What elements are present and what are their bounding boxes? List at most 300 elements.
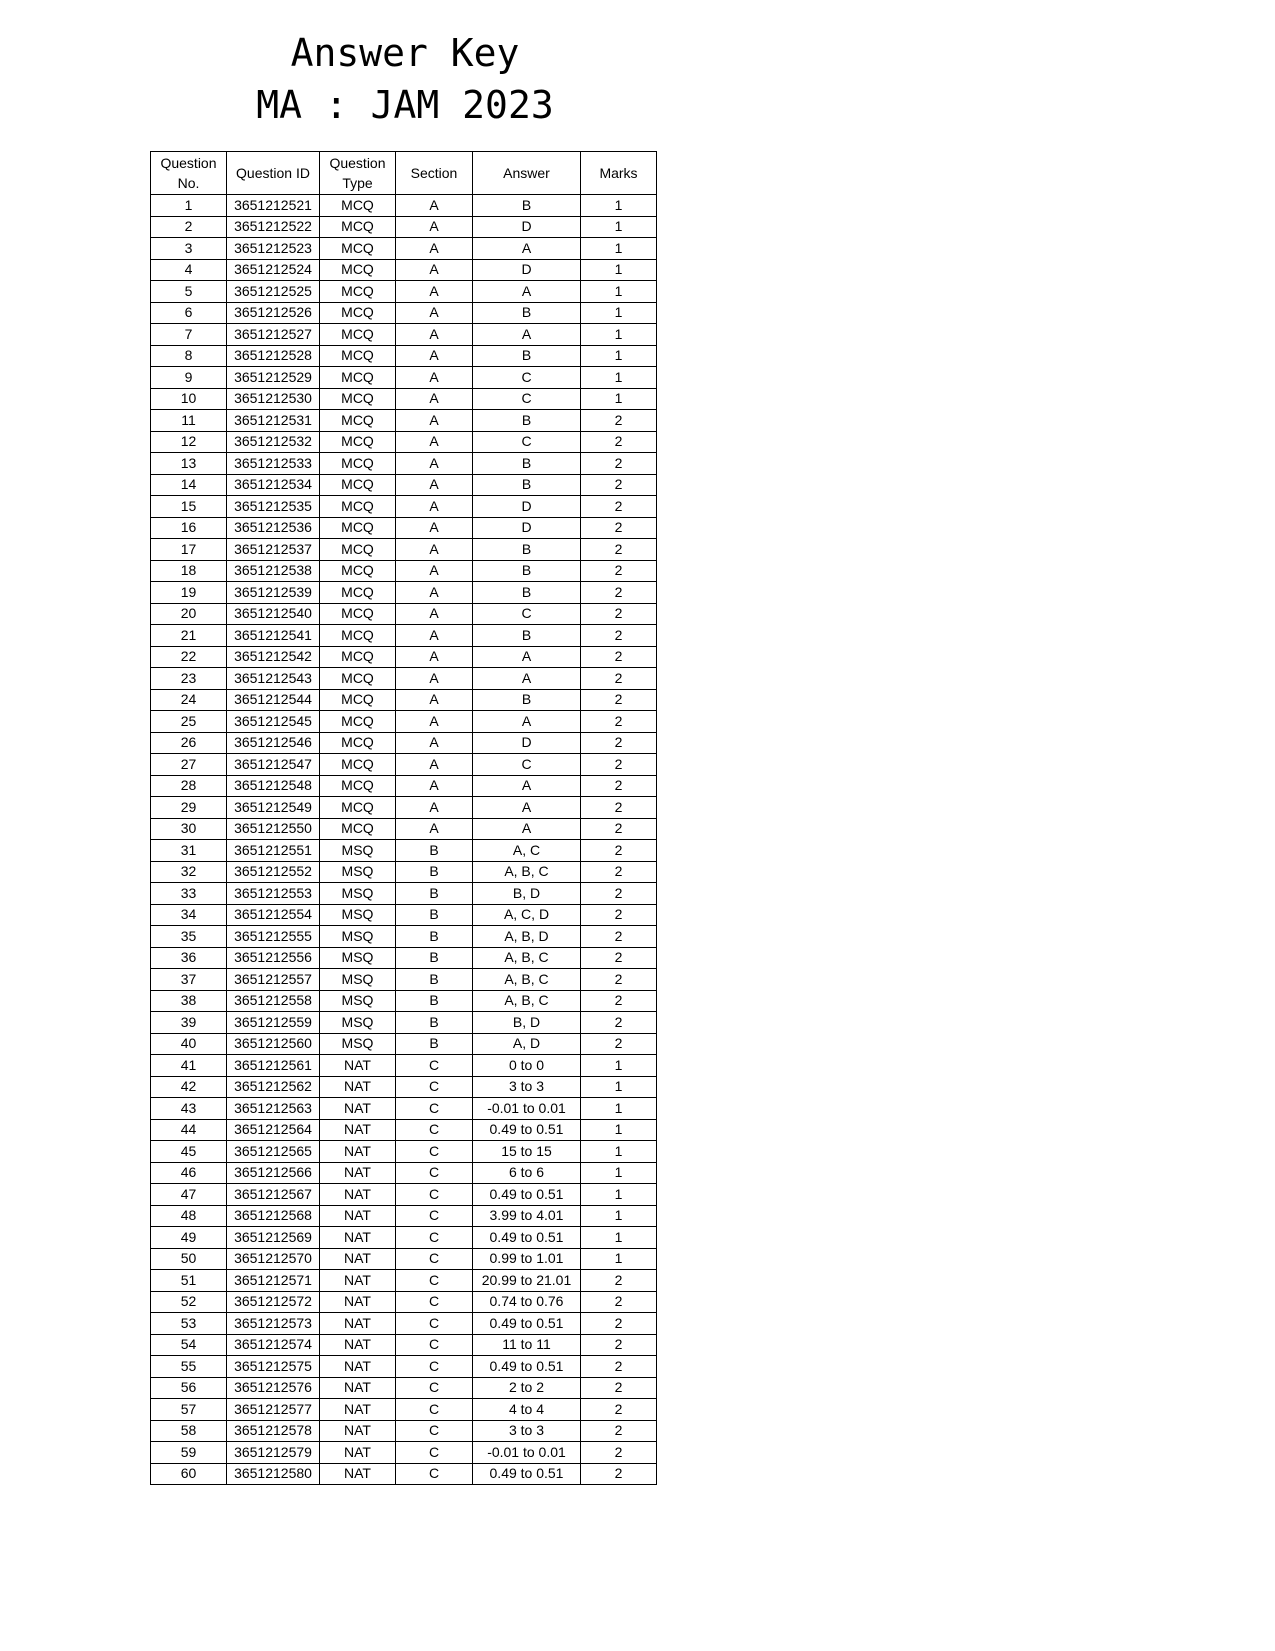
cell-section: C: [396, 1076, 473, 1098]
cell-marks: 1: [581, 238, 657, 260]
cell-question-id: 3651212521: [227, 195, 320, 217]
cell-marks: 2: [581, 1356, 657, 1378]
cell-question-no: 43: [151, 1098, 227, 1120]
table-row: [151, 496, 657, 518]
cell-question-id: 3651212531: [227, 410, 320, 432]
cell-answer: A: [473, 775, 581, 797]
cell-question-id: 3651212537: [227, 539, 320, 561]
cell-question-type: MCQ: [320, 496, 396, 518]
cell-question-type: MCQ: [320, 754, 396, 776]
table-row: [151, 1205, 657, 1227]
cell-question-id: 3651212547: [227, 754, 320, 776]
cell-section: A: [396, 281, 473, 303]
cell-marks: 2: [581, 775, 657, 797]
cell-marks: 2: [581, 1291, 657, 1313]
cell-section: B: [396, 1012, 473, 1034]
cell-section: C: [396, 1055, 473, 1077]
cell-question-type: MSQ: [320, 904, 396, 926]
cell-question-no: 49: [151, 1227, 227, 1249]
cell-question-type: MCQ: [320, 668, 396, 690]
cell-question-id: 3651212540: [227, 603, 320, 625]
cell-answer: 0.49 to 0.51: [473, 1184, 581, 1206]
cell-question-id: 3651212561: [227, 1055, 320, 1077]
cell-question-no: 17: [151, 539, 227, 561]
header-row: [151, 152, 657, 195]
table-row: [151, 775, 657, 797]
cell-marks: 1: [581, 1227, 657, 1249]
cell-answer: A: [473, 711, 581, 733]
table-row: [151, 1313, 657, 1335]
cell-question-no: 47: [151, 1184, 227, 1206]
cell-question-type: MCQ: [320, 345, 396, 367]
table-row: [151, 969, 657, 991]
cell-question-id: 3651212580: [227, 1463, 320, 1485]
cell-question-no: 32: [151, 861, 227, 883]
cell-marks: 2: [581, 1399, 657, 1421]
table-row: [151, 861, 657, 883]
cell-question-no: 36: [151, 947, 227, 969]
cell-question-id: 3651212544: [227, 689, 320, 711]
cell-question-no: 40: [151, 1033, 227, 1055]
cell-question-id: 3651212541: [227, 625, 320, 647]
cell-question-id: 3651212570: [227, 1248, 320, 1270]
cell-answer: A: [473, 668, 581, 690]
cell-marks: 2: [581, 1012, 657, 1034]
cell-question-type: NAT: [320, 1377, 396, 1399]
cell-question-no: 57: [151, 1399, 227, 1421]
cell-question-type: MCQ: [320, 281, 396, 303]
cell-question-type: MCQ: [320, 732, 396, 754]
cell-answer: C: [473, 754, 581, 776]
cell-question-type: MSQ: [320, 840, 396, 862]
table-row: [151, 517, 657, 539]
cell-section: A: [396, 388, 473, 410]
cell-marks: 1: [581, 1205, 657, 1227]
cell-question-id: 3651212522: [227, 216, 320, 238]
cell-question-id: 3651212546: [227, 732, 320, 754]
cell-section: A: [396, 238, 473, 260]
cell-question-no: 26: [151, 732, 227, 754]
cell-question-no: 10: [151, 388, 227, 410]
cell-marks: 2: [581, 947, 657, 969]
cell-marks: 2: [581, 431, 657, 453]
cell-answer: B, D: [473, 1012, 581, 1034]
cell-section: C: [396, 1291, 473, 1313]
cell-marks: 2: [581, 496, 657, 518]
cell-question-type: NAT: [320, 1313, 396, 1335]
cell-question-type: MCQ: [320, 539, 396, 561]
table-row: [151, 1399, 657, 1421]
cell-question-id: 3651212542: [227, 646, 320, 668]
cell-answer: C: [473, 603, 581, 625]
table-header: [151, 152, 657, 195]
cell-question-no: 15: [151, 496, 227, 518]
cell-answer: D: [473, 517, 581, 539]
cell-question-no: 59: [151, 1442, 227, 1464]
header-question-type: Question Type: [320, 152, 396, 195]
cell-question-type: NAT: [320, 1270, 396, 1292]
table-row: [151, 1141, 657, 1163]
cell-marks: 2: [581, 410, 657, 432]
table-row: [151, 1076, 657, 1098]
cell-question-id: 3651212534: [227, 474, 320, 496]
cell-question-no: 39: [151, 1012, 227, 1034]
cell-marks: 1: [581, 1184, 657, 1206]
cell-question-id: 3651212532: [227, 431, 320, 453]
answer-key-table: [150, 151, 657, 1485]
cell-answer: A, B, C: [473, 861, 581, 883]
cell-question-id: 3651212568: [227, 1205, 320, 1227]
cell-question-id: 3651212536: [227, 517, 320, 539]
table-row: [151, 797, 657, 819]
cell-marks: 2: [581, 560, 657, 582]
cell-question-no: 34: [151, 904, 227, 926]
cell-marks: 2: [581, 1420, 657, 1442]
cell-section: A: [396, 775, 473, 797]
cell-question-type: MSQ: [320, 990, 396, 1012]
cell-section: A: [396, 689, 473, 711]
cell-question-no: 56: [151, 1377, 227, 1399]
cell-answer: B: [473, 453, 581, 475]
cell-section: C: [396, 1205, 473, 1227]
cell-section: B: [396, 969, 473, 991]
page-title: Answer Key: [290, 31, 520, 75]
cell-answer: B: [473, 625, 581, 647]
cell-section: C: [396, 1270, 473, 1292]
cell-question-id: 3651212557: [227, 969, 320, 991]
table-row: [151, 1442, 657, 1464]
cell-section: B: [396, 904, 473, 926]
cell-marks: 1: [581, 1055, 657, 1077]
table-row: [151, 431, 657, 453]
cell-section: B: [396, 1033, 473, 1055]
cell-question-id: 3651212562: [227, 1076, 320, 1098]
header-section: Section: [396, 152, 473, 195]
cell-question-type: NAT: [320, 1141, 396, 1163]
cell-question-id: 3651212528: [227, 345, 320, 367]
cell-question-no: 21: [151, 625, 227, 647]
table-row: [151, 195, 657, 217]
cell-question-type: NAT: [320, 1463, 396, 1485]
cell-question-type: NAT: [320, 1076, 396, 1098]
cell-section: A: [396, 646, 473, 668]
cell-answer: 0.49 to 0.51: [473, 1356, 581, 1378]
cell-section: C: [396, 1162, 473, 1184]
table-row: [151, 238, 657, 260]
cell-question-no: 58: [151, 1420, 227, 1442]
cell-section: A: [396, 603, 473, 625]
cell-question-no: 11: [151, 410, 227, 432]
cell-question-no: 28: [151, 775, 227, 797]
cell-question-id: 3651212556: [227, 947, 320, 969]
cell-question-id: 3651212549: [227, 797, 320, 819]
table-row: [151, 216, 657, 238]
cell-question-type: NAT: [320, 1334, 396, 1356]
cell-question-type: MCQ: [320, 259, 396, 281]
cell-answer: B: [473, 474, 581, 496]
cell-marks: 2: [581, 1334, 657, 1356]
cell-question-type: MCQ: [320, 216, 396, 238]
table-row: [151, 1119, 657, 1141]
cell-section: A: [396, 754, 473, 776]
cell-question-id: 3651212535: [227, 496, 320, 518]
cell-question-no: 13: [151, 453, 227, 475]
table-row: [151, 560, 657, 582]
cell-answer: C: [473, 388, 581, 410]
cell-answer: C: [473, 431, 581, 453]
table-row: [151, 754, 657, 776]
cell-question-no: 22: [151, 646, 227, 668]
cell-question-no: 9: [151, 367, 227, 389]
table-row: [151, 367, 657, 389]
cell-question-id: 3651212554: [227, 904, 320, 926]
cell-marks: 2: [581, 668, 657, 690]
cell-question-no: 6: [151, 302, 227, 324]
cell-question-no: 37: [151, 969, 227, 991]
cell-section: A: [396, 474, 473, 496]
cell-question-type: MCQ: [320, 302, 396, 324]
cell-question-type: NAT: [320, 1291, 396, 1313]
cell-question-no: 20: [151, 603, 227, 625]
cell-question-id: 3651212577: [227, 1399, 320, 1421]
cell-question-type: NAT: [320, 1442, 396, 1464]
cell-question-id: 3651212569: [227, 1227, 320, 1249]
header-answer: Answer: [473, 152, 581, 195]
cell-question-type: NAT: [320, 1356, 396, 1378]
cell-question-type: MCQ: [320, 646, 396, 668]
cell-question-type: MCQ: [320, 689, 396, 711]
cell-question-type: NAT: [320, 1162, 396, 1184]
cell-question-no: 41: [151, 1055, 227, 1077]
table-row: [151, 1420, 657, 1442]
cell-marks: 1: [581, 345, 657, 367]
cell-section: A: [396, 345, 473, 367]
cell-marks: 2: [581, 1313, 657, 1335]
cell-answer: 0.49 to 0.51: [473, 1119, 581, 1141]
cell-marks: 2: [581, 818, 657, 840]
cell-question-id: 3651212524: [227, 259, 320, 281]
cell-section: A: [396, 410, 473, 432]
cell-answer: D: [473, 216, 581, 238]
cell-question-no: 52: [151, 1291, 227, 1313]
cell-answer: A, C: [473, 840, 581, 862]
cell-answer: B: [473, 560, 581, 582]
cell-question-no: 33: [151, 883, 227, 905]
cell-marks: 2: [581, 797, 657, 819]
cell-question-type: MSQ: [320, 926, 396, 948]
cell-marks: 1: [581, 1141, 657, 1163]
cell-question-id: 3651212560: [227, 1033, 320, 1055]
cell-section: B: [396, 990, 473, 1012]
cell-question-id: 3651212566: [227, 1162, 320, 1184]
cell-question-id: 3651212539: [227, 582, 320, 604]
cell-question-id: 3651212573: [227, 1313, 320, 1335]
cell-section: C: [396, 1399, 473, 1421]
cell-section: A: [396, 367, 473, 389]
cell-question-id: 3651212553: [227, 883, 320, 905]
cell-marks: 2: [581, 732, 657, 754]
table-body: [151, 195, 657, 1485]
cell-question-type: MCQ: [320, 711, 396, 733]
cell-answer: A, B, C: [473, 969, 581, 991]
table-row: [151, 1162, 657, 1184]
cell-answer: A: [473, 797, 581, 819]
table-row: [151, 1334, 657, 1356]
cell-question-no: 38: [151, 990, 227, 1012]
cell-question-no: 23: [151, 668, 227, 690]
cell-marks: 2: [581, 474, 657, 496]
cell-section: A: [396, 818, 473, 840]
cell-marks: 2: [581, 1377, 657, 1399]
table-row: [151, 625, 657, 647]
cell-question-no: 5: [151, 281, 227, 303]
cell-question-type: MSQ: [320, 1012, 396, 1034]
cell-question-type: MCQ: [320, 324, 396, 346]
table-row: [151, 1033, 657, 1055]
cell-question-type: MCQ: [320, 388, 396, 410]
table-row: [151, 646, 657, 668]
cell-question-no: 25: [151, 711, 227, 733]
cell-question-type: NAT: [320, 1098, 396, 1120]
cell-question-no: 8: [151, 345, 227, 367]
cell-section: C: [396, 1227, 473, 1249]
cell-question-id: 3651212526: [227, 302, 320, 324]
cell-section: A: [396, 517, 473, 539]
cell-question-no: 1: [151, 195, 227, 217]
cell-marks: 1: [581, 195, 657, 217]
cell-marks: 2: [581, 517, 657, 539]
cell-answer: 4 to 4: [473, 1399, 581, 1421]
cell-section: A: [396, 797, 473, 819]
cell-marks: 2: [581, 861, 657, 883]
cell-question-id: 3651212551: [227, 840, 320, 862]
cell-question-type: MCQ: [320, 431, 396, 453]
cell-question-no: 27: [151, 754, 227, 776]
cell-answer: 3 to 3: [473, 1076, 581, 1098]
cell-marks: 1: [581, 1119, 657, 1141]
cell-section: A: [396, 560, 473, 582]
cell-answer: A, C, D: [473, 904, 581, 926]
table-row: [151, 926, 657, 948]
cell-question-id: 3651212578: [227, 1420, 320, 1442]
cell-answer: A: [473, 238, 581, 260]
cell-question-type: NAT: [320, 1399, 396, 1421]
cell-section: B: [396, 861, 473, 883]
cell-question-id: 3651212523: [227, 238, 320, 260]
cell-answer: 0 to 0: [473, 1055, 581, 1077]
cell-question-no: 53: [151, 1313, 227, 1335]
cell-marks: 1: [581, 1248, 657, 1270]
cell-answer: 20.99 to 21.01: [473, 1270, 581, 1292]
cell-section: C: [396, 1334, 473, 1356]
cell-question-type: NAT: [320, 1055, 396, 1077]
cell-section: B: [396, 926, 473, 948]
cell-answer: 0.49 to 0.51: [473, 1227, 581, 1249]
cell-answer: -0.01 to 0.01: [473, 1442, 581, 1464]
table-row: [151, 1291, 657, 1313]
header-marks: Marks: [581, 152, 657, 195]
cell-question-type: NAT: [320, 1227, 396, 1249]
cell-marks: 2: [581, 1270, 657, 1292]
cell-section: A: [396, 732, 473, 754]
cell-question-no: 30: [151, 818, 227, 840]
cell-answer: B: [473, 345, 581, 367]
cell-question-no: 3: [151, 238, 227, 260]
cell-question-type: MSQ: [320, 969, 396, 991]
cell-question-no: 4: [151, 259, 227, 281]
cell-question-type: MCQ: [320, 453, 396, 475]
table-row: [151, 904, 657, 926]
table-row: [151, 1055, 657, 1077]
cell-question-id: 3651212530: [227, 388, 320, 410]
cell-question-no: 31: [151, 840, 227, 862]
cell-question-id: 3651212555: [227, 926, 320, 948]
cell-answer: B: [473, 689, 581, 711]
cell-question-no: 51: [151, 1270, 227, 1292]
cell-marks: 1: [581, 324, 657, 346]
cell-answer: 3 to 3: [473, 1420, 581, 1442]
cell-question-type: MCQ: [320, 367, 396, 389]
cell-question-type: MCQ: [320, 603, 396, 625]
cell-marks: 2: [581, 926, 657, 948]
cell-answer: 0.74 to 0.76: [473, 1291, 581, 1313]
cell-section: C: [396, 1377, 473, 1399]
cell-question-id: 3651212558: [227, 990, 320, 1012]
cell-section: A: [396, 539, 473, 561]
cell-question-id: 3651212564: [227, 1119, 320, 1141]
table-row: [151, 302, 657, 324]
cell-question-id: 3651212545: [227, 711, 320, 733]
cell-marks: 2: [581, 1033, 657, 1055]
cell-question-id: 3651212533: [227, 453, 320, 475]
cell-question-id: 3651212527: [227, 324, 320, 346]
cell-answer: D: [473, 732, 581, 754]
table-row: [151, 1184, 657, 1206]
cell-section: A: [396, 582, 473, 604]
cell-section: C: [396, 1442, 473, 1464]
cell-marks: 2: [581, 539, 657, 561]
cell-question-id: 3651212575: [227, 1356, 320, 1378]
cell-section: C: [396, 1248, 473, 1270]
table-row: [151, 582, 657, 604]
cell-answer: B: [473, 195, 581, 217]
cell-question-id: 3651212571: [227, 1270, 320, 1292]
cell-question-type: NAT: [320, 1420, 396, 1442]
cell-question-no: 42: [151, 1076, 227, 1098]
cell-question-id: 3651212529: [227, 367, 320, 389]
cell-marks: 2: [581, 603, 657, 625]
table-row: [151, 259, 657, 281]
cell-section: C: [396, 1313, 473, 1335]
cell-question-no: 24: [151, 689, 227, 711]
table-row: [151, 324, 657, 346]
cell-question-type: MCQ: [320, 560, 396, 582]
cell-question-id: 3651212559: [227, 1012, 320, 1034]
table-row: [151, 711, 657, 733]
cell-answer: A, B, D: [473, 926, 581, 948]
cell-answer: -0.01 to 0.01: [473, 1098, 581, 1120]
cell-marks: 1: [581, 216, 657, 238]
cell-question-no: 48: [151, 1205, 227, 1227]
cell-question-no: 46: [151, 1162, 227, 1184]
cell-answer: A, B, C: [473, 990, 581, 1012]
cell-section: A: [396, 195, 473, 217]
cell-question-type: MCQ: [320, 195, 396, 217]
cell-section: C: [396, 1098, 473, 1120]
cell-section: A: [396, 324, 473, 346]
cell-question-type: NAT: [320, 1248, 396, 1270]
cell-question-id: 3651212538: [227, 560, 320, 582]
